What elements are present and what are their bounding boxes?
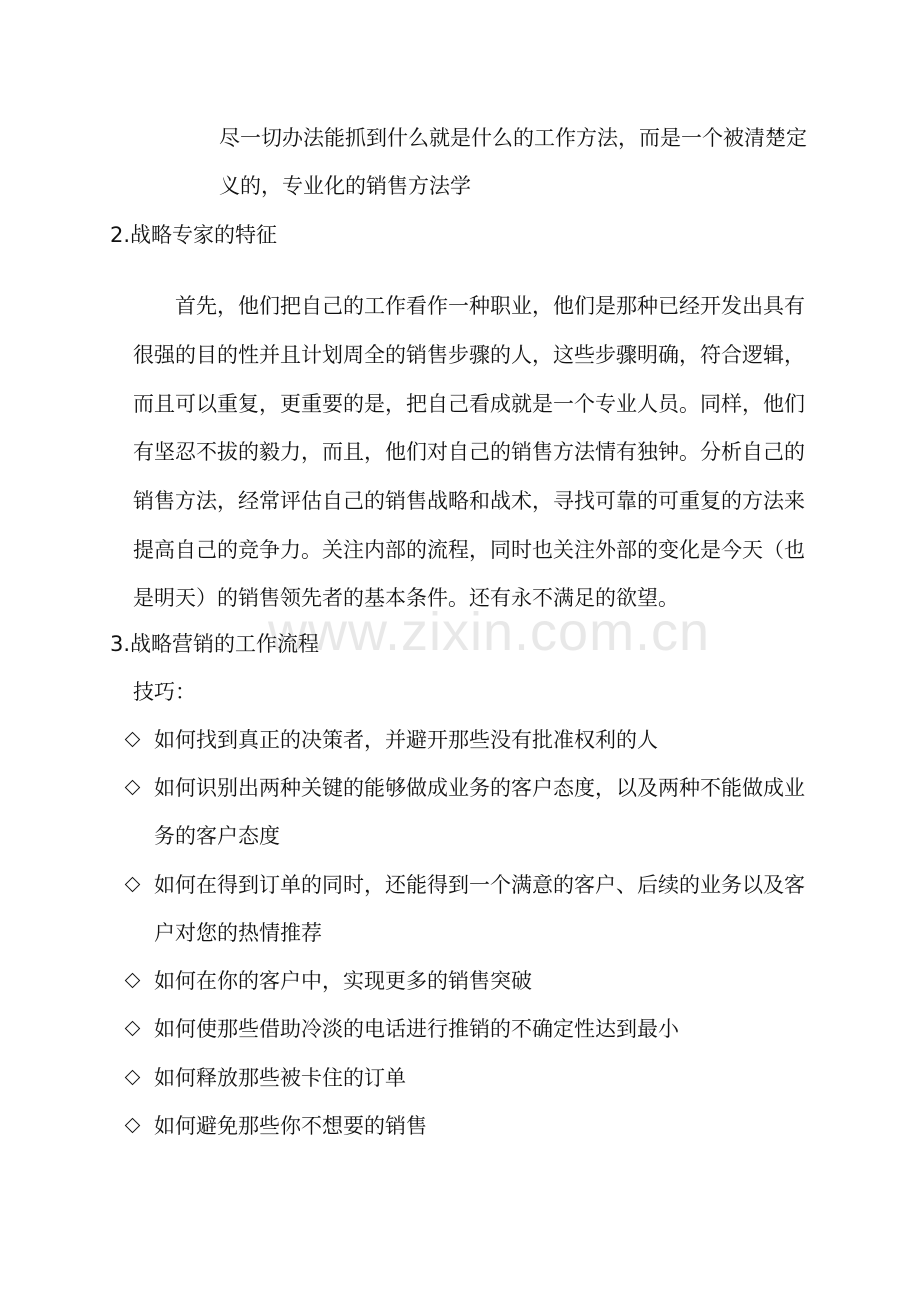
- section-2-paragraph-line: 很强的目的性并且计划周全的销售步骤的人，这些步骤明确，符合逻辑，: [133, 343, 805, 367]
- section-2-paragraph-line: 首先，他们把自己的工作看作一种职业，他们是那种已经开发出具有: [175, 294, 805, 318]
- diamond-bullet-icon: [125, 780, 141, 796]
- diamond-bullet-icon: [125, 1118, 141, 1134]
- list-item: 如何使那些借助冷淡的电话进行推销的不确定性达到最小: [154, 1017, 679, 1041]
- list-item: 如何释放那些被卡住的订单: [154, 1066, 406, 1090]
- section-2-paragraph-line: 销售方法，经常评估自己的销售战略和战术，寻找可靠的可重复的方法来: [133, 489, 805, 513]
- section-2-paragraph-line: 有坚忍不拔的毅力，而且，他们对自己的销售方法情有独钟。分析自己的: [133, 440, 805, 464]
- list-item-continuation: 务的客户态度: [154, 824, 280, 848]
- watermark: www.zixin.com.cn: [268, 602, 711, 662]
- diamond-bullet-icon: [125, 877, 141, 893]
- intro-line-2: 义的，专业化的销售方法学: [219, 174, 471, 198]
- list-item: 如何在得到订单的同时，还能得到一个满意的客户、后续的业务以及客: [154, 873, 805, 897]
- list-item: 如何识别出两种关键的能够做成业务的客户态度，以及两种不能做成业: [154, 776, 805, 800]
- list-item: 如何找到真正的决策者，并避开那些没有批准权利的人: [154, 728, 658, 752]
- list-item: 如何在你的客户中，实现更多的销售突破: [154, 969, 532, 993]
- list-item-continuation: 户对您的热情推荐: [154, 921, 322, 945]
- diamond-bullet-icon: [125, 1021, 141, 1037]
- section-2-paragraph-line: 提高自己的竞争力。关注内部的流程，同时也关注外部的变化是今天（也: [133, 538, 805, 562]
- section-2-paragraph-line: 是明天）的销售领先者的基本条件。还有永不满足的欲望。: [133, 586, 679, 610]
- diamond-bullet-icon: [125, 1070, 141, 1086]
- section-2-heading: 2.战略专家的特征: [110, 223, 278, 247]
- intro-line-1: 尽一切办法能抓到什么就是什么的工作方法，而是一个被清楚定: [219, 126, 807, 150]
- diamond-bullet-icon: [125, 732, 141, 748]
- section-3-subheading: 技巧：: [133, 680, 196, 704]
- diamond-bullet-icon: [125, 973, 141, 989]
- section-2-paragraph-line: 而且可以重复，更重要的是，把自己看成就是一个专业人员。同样，他们: [133, 392, 805, 416]
- list-item: 如何避免那些你不想要的销售: [154, 1114, 427, 1138]
- section-3-heading: 3.战略营销的工作流程: [110, 632, 320, 656]
